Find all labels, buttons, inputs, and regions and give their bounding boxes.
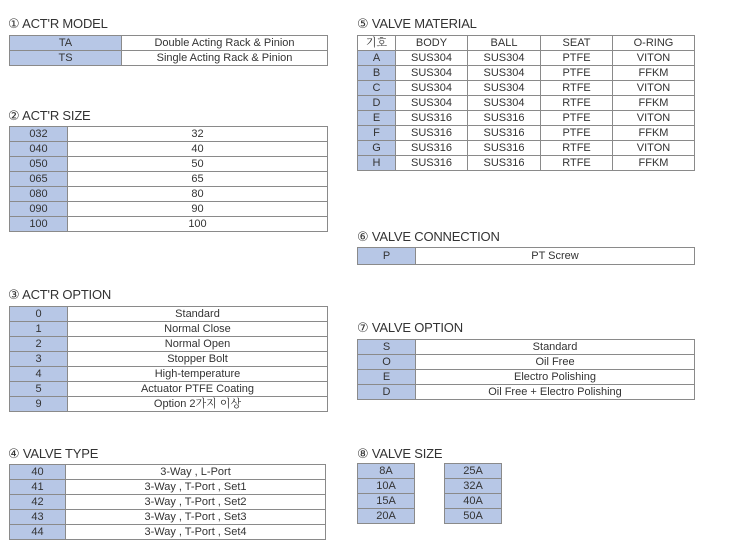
table-row xyxy=(10,495,326,510)
table-row xyxy=(358,370,695,385)
table-row xyxy=(10,142,328,157)
code-cell: F xyxy=(358,126,396,141)
seat-cell: RTFE xyxy=(541,81,613,96)
seat-cell: PTFE xyxy=(541,51,613,66)
code-cell: E xyxy=(358,111,396,126)
table-row xyxy=(358,340,695,355)
table-row xyxy=(358,509,415,524)
table-row xyxy=(358,51,695,66)
table-row xyxy=(358,494,415,509)
ball-cell: SUS304 xyxy=(468,81,541,96)
desc-cell: 40 xyxy=(68,142,328,157)
ball-cell: SUS304 xyxy=(468,51,541,66)
desc-cell: Normal Open xyxy=(68,337,328,352)
desc-cell: Standard xyxy=(416,340,695,355)
desc-cell: 3-Way , T-Port , Set3 xyxy=(66,510,326,525)
table-row xyxy=(445,509,502,524)
actr-model-table xyxy=(9,35,328,66)
code-cell: 42 xyxy=(10,495,66,510)
desc-cell: Oil Free + Electro Polishing xyxy=(416,385,695,400)
seat-cell: PTFE xyxy=(541,111,613,126)
code-cell: 100 xyxy=(10,217,68,232)
desc-cell: Option 2가지 이상 xyxy=(68,397,328,412)
table-row xyxy=(10,510,326,525)
code-cell: 4 xyxy=(10,367,68,382)
code-cell: 065 xyxy=(10,172,68,187)
table-row xyxy=(358,141,695,156)
ball-cell: SUS316 xyxy=(468,126,541,141)
table-row xyxy=(358,96,695,111)
table-row xyxy=(10,352,328,367)
desc-cell: High-temperature xyxy=(68,367,328,382)
oring-cell: FFKM xyxy=(613,156,695,171)
code-cell: C xyxy=(358,81,396,96)
size-cell: 32A xyxy=(445,479,502,494)
desc-cell: 3-Way , T-Port , Set4 xyxy=(66,525,326,540)
desc-cell: 3-Way , T-Port , Set2 xyxy=(66,495,326,510)
valve-material-table xyxy=(357,35,695,171)
body-cell: SUS316 xyxy=(396,156,468,171)
table-row xyxy=(358,479,415,494)
actr-option-title: ③ ACT'R OPTION xyxy=(8,287,112,302)
table-row xyxy=(445,479,502,494)
oring-cell: FFKM xyxy=(613,66,695,81)
oring-cell: FFKM xyxy=(613,126,695,141)
code-cell: 080 xyxy=(10,187,68,202)
size-cell: 25A xyxy=(445,464,502,479)
table-row xyxy=(358,126,695,141)
table-row xyxy=(10,322,328,337)
desc-cell: 3-Way , T-Port , Set1 xyxy=(66,480,326,495)
desc-cell: PT Screw xyxy=(416,248,695,265)
table-row xyxy=(10,51,328,66)
code-cell: S xyxy=(358,340,416,355)
table-row xyxy=(358,111,695,126)
code-cell: E xyxy=(358,370,416,385)
table-row xyxy=(10,127,328,142)
valve-connection-title: ⑥ VALVE CONNECTION xyxy=(357,229,500,244)
seat-cell: RTFE xyxy=(541,141,613,156)
desc-cell: Electro Polishing xyxy=(416,370,695,385)
table-header-row xyxy=(358,36,695,51)
table-row xyxy=(10,367,328,382)
desc-cell: Stopper Bolt xyxy=(68,352,328,367)
code-cell: A xyxy=(358,51,396,66)
table-row xyxy=(10,382,328,397)
desc-cell: Standard xyxy=(68,307,328,322)
desc-cell: 100 xyxy=(68,217,328,232)
oring-cell: VITON xyxy=(613,111,695,126)
table-row xyxy=(358,248,695,265)
oring-cell: VITON xyxy=(613,141,695,156)
table-row xyxy=(10,480,326,495)
table-row xyxy=(445,464,502,479)
oring-cell: FFKM xyxy=(613,96,695,111)
body-cell: SUS316 xyxy=(396,126,468,141)
actr-size-title: ② ACT'R SIZE xyxy=(8,108,91,123)
code-cell: 40 xyxy=(10,465,66,480)
body-cell: SUS316 xyxy=(396,141,468,156)
ball-cell: SUS316 xyxy=(468,141,541,156)
desc-cell: 50 xyxy=(68,157,328,172)
table-row xyxy=(358,81,695,96)
oring-cell: VITON xyxy=(613,81,695,96)
table-row xyxy=(358,355,695,370)
seat-cell: PTFE xyxy=(541,66,613,81)
header-body: BODY xyxy=(396,36,468,51)
table-row xyxy=(10,465,326,480)
desc-cell: Double Acting Rack & Pinion xyxy=(122,36,328,51)
ball-cell: SUS316 xyxy=(468,111,541,126)
table-row xyxy=(10,217,328,232)
code-cell: 5 xyxy=(10,382,68,397)
valve-size-title: ⑧ VALVE SIZE xyxy=(357,446,443,461)
table-row xyxy=(358,385,695,400)
valve-option-table xyxy=(357,339,695,400)
actr-model-title: ① ACT'R MODEL xyxy=(8,16,108,31)
valve-type-title: ④ VALVE TYPE xyxy=(8,446,99,461)
table-row xyxy=(10,36,328,51)
size-cell: 20A xyxy=(358,509,415,524)
desc-cell: Oil Free xyxy=(416,355,695,370)
code-cell: 2 xyxy=(10,337,68,352)
code-cell: 0 xyxy=(10,307,68,322)
code-cell: 032 xyxy=(10,127,68,142)
body-cell: SUS304 xyxy=(396,51,468,66)
code-cell: D xyxy=(358,96,396,111)
header-code: 기호 xyxy=(358,36,396,51)
desc-cell: 65 xyxy=(68,172,328,187)
code-cell: 43 xyxy=(10,510,66,525)
table-row xyxy=(10,202,328,217)
code-cell: O xyxy=(358,355,416,370)
desc-cell: Single Acting Rack & Pinion xyxy=(122,51,328,66)
code-cell: 44 xyxy=(10,525,66,540)
seat-cell: PTFE xyxy=(541,126,613,141)
valve-material-title: ⑤ VALVE MATERIAL xyxy=(357,16,477,31)
table-row xyxy=(10,525,326,540)
code-cell: 3 xyxy=(10,352,68,367)
body-cell: SUS304 xyxy=(396,66,468,81)
ball-cell: SUS304 xyxy=(468,96,541,111)
seat-cell: RTFE xyxy=(541,96,613,111)
body-cell: SUS304 xyxy=(396,81,468,96)
table-row xyxy=(10,337,328,352)
actr-option-table xyxy=(9,306,328,412)
table-row xyxy=(10,397,328,412)
table-row xyxy=(10,172,328,187)
valve-size-table-right xyxy=(444,463,502,524)
code-cell: 41 xyxy=(10,480,66,495)
code-cell: TA xyxy=(10,36,122,51)
table-row xyxy=(445,494,502,509)
ball-cell: SUS316 xyxy=(468,156,541,171)
ball-cell: SUS304 xyxy=(468,66,541,81)
header-oring: O-RING xyxy=(613,36,695,51)
size-cell: 50A xyxy=(445,509,502,524)
valve-size-table-left xyxy=(357,463,415,524)
valve-type-table xyxy=(9,464,326,540)
size-cell: 15A xyxy=(358,494,415,509)
desc-cell: Actuator PTFE Coating xyxy=(68,382,328,397)
code-cell: P xyxy=(358,248,416,265)
code-cell: 050 xyxy=(10,157,68,172)
valve-connection-table xyxy=(357,247,695,265)
table-row xyxy=(358,66,695,81)
size-cell: 8A xyxy=(358,464,415,479)
code-cell: H xyxy=(358,156,396,171)
code-cell: G xyxy=(358,141,396,156)
code-cell: B xyxy=(358,66,396,81)
header-seat: SEAT xyxy=(541,36,613,51)
table-row xyxy=(10,187,328,202)
table-row xyxy=(10,307,328,322)
seat-cell: RTFE xyxy=(541,156,613,171)
actr-size-table xyxy=(9,126,328,232)
table-row xyxy=(358,156,695,171)
body-cell: SUS304 xyxy=(396,96,468,111)
code-cell: 1 xyxy=(10,322,68,337)
code-cell: 9 xyxy=(10,397,68,412)
header-ball: BALL xyxy=(468,36,541,51)
desc-cell: 90 xyxy=(68,202,328,217)
table-row xyxy=(358,464,415,479)
size-cell: 40A xyxy=(445,494,502,509)
body-cell: SUS316 xyxy=(396,111,468,126)
table-row xyxy=(10,157,328,172)
valve-option-title: ⑦ VALVE OPTION xyxy=(357,320,463,335)
desc-cell: 80 xyxy=(68,187,328,202)
desc-cell: Normal Close xyxy=(68,322,328,337)
desc-cell: 3-Way , L-Port xyxy=(66,465,326,480)
size-cell: 10A xyxy=(358,479,415,494)
code-cell: TS xyxy=(10,51,122,66)
code-cell: D xyxy=(358,385,416,400)
desc-cell: 32 xyxy=(68,127,328,142)
code-cell: 090 xyxy=(10,202,68,217)
oring-cell: VITON xyxy=(613,51,695,66)
code-cell: 040 xyxy=(10,142,68,157)
